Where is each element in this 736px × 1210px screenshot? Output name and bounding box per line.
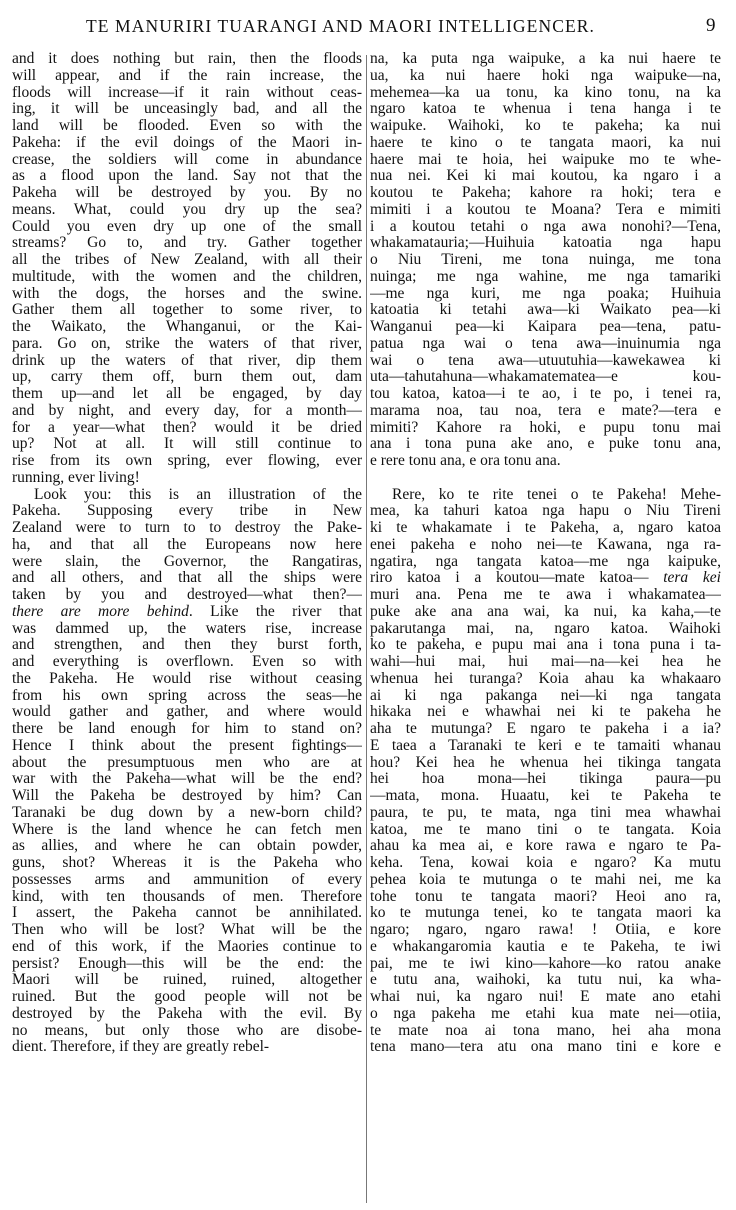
english-line: Hence I think about the present fightings— bbox=[12, 737, 362, 754]
english-line: up? Not at all. It will still continue to bbox=[12, 436, 362, 453]
english-line: streams? Go to, and try. Gather together bbox=[12, 235, 362, 252]
maori-line: mea, ka tahuri katoa nga hapu o Niu Tireni bbox=[370, 503, 721, 520]
maori-line: ko te mutunga tenei, ko te tangata maori ka bbox=[370, 905, 721, 922]
maori-line: muri ana. Pena me te awa i whakamatea— bbox=[370, 587, 721, 603]
maori-line: na, ka puta nga waipuke, a ka nui haere te bbox=[370, 51, 721, 67]
maori-line: i a koutou tetahi o nga awa nonohi?—Tena, bbox=[370, 218, 721, 235]
maori-line: mimiti? Kahore ra hoki, e pupu tonu mai bbox=[370, 419, 721, 436]
maori-line bbox=[370, 470, 721, 487]
column-divider bbox=[366, 55, 367, 1203]
english-line: Gather them all together to some river, to bbox=[12, 302, 362, 319]
english-line: was dammed up, the waters rise, increase bbox=[12, 620, 362, 637]
english-line: possesses arms and ammunition of every bbox=[12, 871, 362, 888]
maori-line: whakamatauria;—Huihuia katoatia nga hapu bbox=[370, 235, 721, 252]
english-line: land will be flooded. Even so with the bbox=[12, 118, 362, 134]
maori-line: riro katoa i a koutou—mate katoa— tera kei bbox=[370, 570, 721, 587]
maori-line: mehemea—ka ua tonu, ka kino tonu, na ka bbox=[370, 84, 721, 101]
maori-line: tou katoa, katoa—i te ao, i te po, i tenei ra, bbox=[370, 386, 721, 402]
english-line: Look you: this is an illustration of the bbox=[34, 486, 362, 503]
maori-line: haere mai te hoia, hei waipuke mo te whe- bbox=[370, 151, 721, 168]
running-title: TE MANURIRI TUARANGI AND MAORI INTELLIGENCER. bbox=[86, 16, 596, 36]
maori-line: o Niu Tireni, me tona nuinga, me tona bbox=[370, 252, 721, 268]
maori-line: mimiti i a koutou te Moana? Tera e mimiti bbox=[370, 201, 721, 218]
maori-line: katoatia ki tetahi awa—ki Waikato pea—ki bbox=[370, 302, 721, 319]
english-line: as a flood upon the land. Say not that the bbox=[12, 168, 362, 185]
maori-line: enei pakeha e noho nei—te Kawana, nga ra- bbox=[370, 536, 721, 553]
maori-line: Wanganui pea—ki Kaipara pea—tena, patu- bbox=[370, 319, 721, 335]
maori-line: ngaro; ngaro, ngaro rawa! ! Otiia, e kore bbox=[370, 922, 721, 938]
english-line: the Pakeha. He would rise without ceasing bbox=[12, 670, 362, 687]
maori-line: hei hoa mona—hei tikinga paura—pu bbox=[370, 771, 721, 788]
english-line: Maori will be ruined, ruined, altogether bbox=[12, 972, 362, 989]
maori-line: tena mano—tera atu ona mano tini e kore e bbox=[370, 1039, 721, 1056]
english-line: and all others, and that all the ships were bbox=[12, 570, 362, 587]
page-header bbox=[0, 14, 736, 40]
english-line: for a year—what then? would it be dried bbox=[12, 419, 362, 436]
maori-line: uta—tahutahuna—whakamatematea—e kou- bbox=[370, 369, 721, 386]
english-line: floods will increase—if it rain without ceas- bbox=[12, 84, 362, 101]
english-line: war with the Pakeha—what will be the end? bbox=[12, 771, 362, 788]
maori-line: nuinga; me nga wahine, me nga tamariki bbox=[370, 268, 721, 285]
maori-line: —mata, mona. Huaatu, kei te Pakeha te bbox=[370, 788, 721, 804]
maori-line: pakarutanga mai, na, ngaro katoa. Waihoki bbox=[370, 620, 721, 637]
english-line: Could you even dry up one of the small bbox=[12, 218, 362, 235]
english-line: will appear, and if the rain increase, the bbox=[12, 67, 362, 84]
maori-line: ana i tona puna ake ano, e puke tonu ana, bbox=[370, 436, 721, 453]
maori-line: haere te kino o te tangata maori, ka nui bbox=[370, 134, 721, 151]
maori-line: wai o tena awa—utuutuhia—kawekawea ki bbox=[370, 352, 721, 369]
maori-line: ko te pakeha, e pupu mai ana i tona puna i ta- bbox=[370, 637, 721, 654]
english-line: there be land enough for him to stand on? bbox=[12, 721, 362, 737]
maori-line: e rere tonu ana, e ora tonu ana. bbox=[370, 453, 561, 469]
english-line: Pakeha: if the evil doings of the Maori in- bbox=[12, 134, 362, 151]
maori-line: Rere, ko te rite tenei o te Pakeha! Mehe- bbox=[392, 486, 721, 503]
english-line: means. What, could you dry up the sea? bbox=[12, 201, 362, 218]
maori-line: tohe tonu te tangata maori? Heoi ano ra, bbox=[370, 888, 721, 905]
maori-line: ua, ka nui haere hoki nga waipuke—na, bbox=[370, 67, 721, 84]
english-line: the Waikato, the Whanganui, or the Kai- bbox=[12, 319, 362, 335]
english-line: crease, the soldiers will come in abundance bbox=[12, 151, 362, 168]
english-line: and by night, and every day, for a month— bbox=[12, 402, 362, 419]
maori-line: ngatira, nga tangata katoa—me nga kaipuke, bbox=[370, 553, 721, 570]
maori-line: e tutu ana, waihoki, ka tutu nui, ka wha- bbox=[370, 972, 721, 989]
english-line: persist? Enough—this will be the end: the bbox=[12, 955, 362, 972]
maori-line: ki te whakamate i te Pakeha, a, ngaro katoa bbox=[370, 520, 721, 536]
maori-line: E taea a Taranaki te keri e te tamaiti whanau bbox=[370, 737, 721, 754]
english-line: and strengthen, and then they burst forth, bbox=[12, 637, 362, 654]
english-line: running, ever living! bbox=[12, 469, 140, 486]
english-line: there are more behind. Like the river that bbox=[12, 603, 362, 620]
english-line: with the dogs, the horses and the swine. bbox=[12, 285, 362, 302]
maori-line: e whakangaromia kautia e te Pakeha, te iwi bbox=[370, 938, 721, 955]
english-line: Where is the land whence he can fetch men bbox=[12, 821, 362, 838]
english-line: multitude, with the women and the children, bbox=[12, 268, 362, 285]
english-line: were slain, the Governor, the Rangatiras, bbox=[12, 553, 362, 570]
english-line: Will the Pakeha be destroyed by him? Can bbox=[12, 788, 362, 804]
english-line: and it does nothing but rain, then the floods bbox=[12, 51, 362, 67]
maori-line: pehea koia te mutunga o te mahi nei, me ka bbox=[370, 871, 721, 888]
maori-line: puke ake ana ana wai, ka nui, ka kaha,—te bbox=[370, 603, 721, 620]
english-line: kind, with ten thousands of men. Therefore bbox=[12, 888, 362, 905]
maori-line: whai nui, ka ngaro nui! E mate ano etahi bbox=[370, 989, 721, 1005]
english-line: as allies, and where he can obtain powder, bbox=[12, 838, 362, 855]
english-line: dient. Therefore, if they are greatly rebel- bbox=[12, 1039, 270, 1056]
english-line: ha, and that all the Europeans now here bbox=[12, 536, 362, 553]
english-line: Pakeha will be destroyed by you. By no bbox=[12, 185, 362, 201]
maori-line: aha te mutunga? E ngaro te pakeha i a ia? bbox=[370, 721, 721, 737]
maori-line: patua nga wai o tena awa—inuinumia nga bbox=[370, 335, 721, 352]
page-number: 9 bbox=[706, 15, 716, 36]
english-line: Taranaki be dug down by a new-born child? bbox=[12, 804, 362, 821]
maori-line: wahi—hui mai, hui mai—na—kei hea he bbox=[370, 654, 721, 670]
english-line: I assert, the Pakeha cannot be annihilated. bbox=[12, 905, 362, 922]
maori-line: pai, me te iwi kino—kahore—ko ratou anake bbox=[370, 955, 721, 972]
maori-line: hikaka nei e whawhai nei ki te pakeha he bbox=[370, 704, 721, 721]
maori-line: ai ki nga pakanga nei—ki nga tangata bbox=[370, 687, 721, 704]
english-line: rise from its own spring, ever flowing, ever bbox=[12, 453, 362, 469]
english-line: end of this work, if the Maories continue to bbox=[12, 938, 362, 955]
english-line: from his own spring across the seas—he bbox=[12, 687, 362, 704]
maori-line: keha. Tena, kowai koia e ngaro? Ka mutu bbox=[370, 855, 721, 871]
english-line: and everything is overflown. Even so with bbox=[12, 654, 362, 670]
maori-line: marama noa, tau noa, tera e mate?—tera e bbox=[370, 402, 721, 419]
english-line: about the presumptuous men who are at bbox=[12, 754, 362, 771]
english-line: would gather and gather, and where would bbox=[12, 704, 362, 721]
english-line: all the tribes of New Zealand, with all their bbox=[12, 252, 362, 268]
maori-line: waipuke. Waihoki, ko te pakeha; ka nui bbox=[370, 118, 721, 134]
english-line: ruined. But the good people will not be bbox=[12, 989, 362, 1005]
english-line: Zealand were to turn to to destroy the Pake- bbox=[12, 520, 362, 536]
english-line: them up—and let all be engaged, by day bbox=[12, 386, 362, 402]
english-line: Pakeha. Supposing every tribe in New bbox=[12, 503, 362, 520]
english-line: para. Go on, strike the waters of that river, bbox=[12, 335, 362, 352]
right-column-maori bbox=[370, 51, 721, 1201]
english-line: ing, it will be unceasingly bad, and all the bbox=[12, 101, 362, 118]
maori-line: —me nga kuri, me nga poaka; Huihuia bbox=[370, 285, 721, 302]
english-line: no means, but only those who are disobe- bbox=[12, 1022, 362, 1039]
english-line: destroyed by the Pakeha with the evil. By bbox=[12, 1005, 362, 1022]
maori-line: o nga pakeha me etahi kua mate nei—otiia, bbox=[370, 1005, 721, 1022]
english-line: guns, shot? Whereas it is the Pakeha who bbox=[12, 855, 362, 871]
maori-line: paura, te pu, te mata, nga tini mea whawhai bbox=[370, 804, 721, 821]
english-line: drink up the waters of that river, dip them bbox=[12, 352, 362, 369]
maori-line: whenua hei turanga? Koia ahau ka whakaaro bbox=[370, 670, 721, 687]
maori-line: nua nei. Kei ki mai koutou, ka ngaro i a bbox=[370, 168, 721, 185]
maori-line: koutou te Pakeha; kahore ra hoki; tera e bbox=[370, 185, 721, 201]
english-line: up, carry them off, burn them out, dam bbox=[12, 369, 362, 386]
maori-line: ahau ka mea ai, e kore rawa e ngaro te Pa- bbox=[370, 838, 721, 855]
maori-line: ngaro katoa te whenua i tena hanga i te bbox=[370, 101, 721, 118]
left-column-english bbox=[12, 51, 362, 1201]
maori-line: katoa, me te mano tini o te tangata. Koia bbox=[370, 821, 721, 838]
english-line: Then who will be lost? What will be the bbox=[12, 922, 362, 938]
maori-line: hou? Kei hea he whenua hei tikinga tangata bbox=[370, 754, 721, 771]
english-line: taken by you and destroyed—what then?— bbox=[12, 587, 362, 603]
maori-line: te mate noa ai tona mano, hei aha mona bbox=[370, 1022, 721, 1039]
